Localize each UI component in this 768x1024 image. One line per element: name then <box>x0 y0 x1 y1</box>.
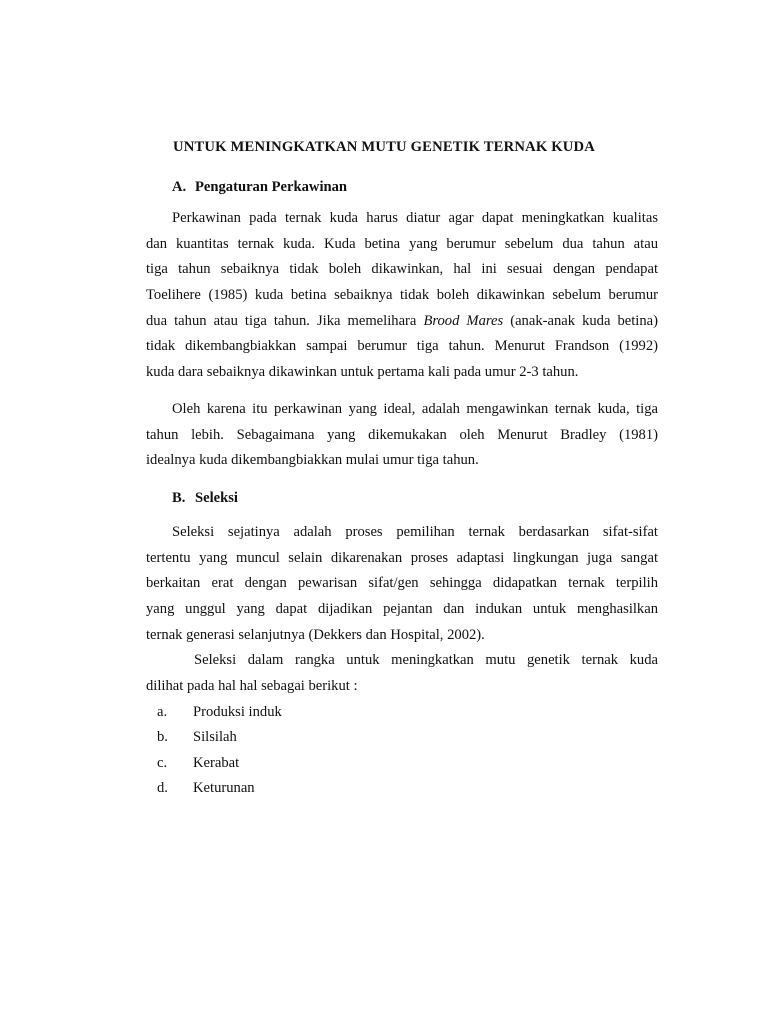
paragraph-line: tidak dikembangbiakkan sampai berumur tiga tahun. Menurut Frandson (1992) <box>146 338 658 355</box>
list-letter: c. <box>157 754 168 771</box>
paragraph <box>146 397 658 474</box>
list-text: Keturunan <box>193 779 255 796</box>
paragraph-line: berkaitan erat dengan pewarisan sifat/gen sehingga didapatkan ternak terpilih <box>146 575 658 592</box>
section-heading-a <box>172 177 347 197</box>
section-title: Seleksi <box>195 490 238 506</box>
italic-term: Brood Mares <box>423 312 504 329</box>
paragraph-line: Seleksi dalam rangka untuk meningkatkan mutu genetik ternak kuda <box>194 652 658 668</box>
list-text: Kerabat <box>193 754 240 771</box>
paragraph <box>146 520 658 648</box>
list-letter: d. <box>157 779 168 796</box>
paragraph-line: tiga tahun sebaiknya tidak boleh dikawinkan, hal ini sesuai dengan pendapat <box>146 261 658 278</box>
paragraph-line: dan kuantitas ternak kuda. Kuda betina yang berumur sebelum dua tahun atau <box>146 235 658 252</box>
line-text: dua tahun atau tiga tahun. Jika memelihara <box>146 312 424 329</box>
section-number: A. <box>172 179 187 195</box>
list-item <box>157 776 282 801</box>
paragraph-line: dilihat pada hal hal sebagai berikut : <box>146 677 358 694</box>
paragraph-line <box>146 309 658 335</box>
document-title: UNTUK MENINGKATKAN MUTU GENETIK TERNAK KUDA <box>173 139 595 155</box>
paragraph-line: ternak generasi selanjutnya (Dekkers dan Hospital, 2002). <box>146 626 485 643</box>
section-number: B. <box>172 490 186 506</box>
line-text: (anak-anak kuda betina) <box>503 312 658 329</box>
paragraph-line: Toelihere (1985) kuda betina sebaiknya tidak boleh dikawinkan sebelum berumur <box>146 287 658 304</box>
paragraph-line: kuda dara sebaiknya dikawinkan untuk pertama kali pada umur 2-3 tahun. <box>146 364 579 381</box>
paragraph-line: tertentu yang muncul selain dikarenakan proses adaptasi lingkungan juga sangat <box>146 549 658 566</box>
list-text: Produksi induk <box>193 704 282 720</box>
paragraph <box>146 648 658 699</box>
list-text: Silsilah <box>193 729 237 746</box>
list-item <box>157 700 282 725</box>
criteria-list <box>157 700 282 801</box>
paragraph-line: Seleksi sejatinya adalah proses pemilihan ternak berdasarkan sifat-sifat <box>172 524 658 540</box>
section-title: Pengaturan Perkawinan <box>195 179 348 195</box>
paragraph-line: yang unggul yang dapat dijadikan pejantan dan indukan untuk menghasilkan <box>146 601 658 618</box>
paragraph-line: tahun lebih. Sebagaimana yang dikemukakan oleh Menurut Bradley (1981) <box>146 426 658 443</box>
paragraph-line: Perkawinan pada ternak kuda harus diatur agar dapat meningkatkan kualitas <box>172 210 658 226</box>
list-item <box>157 725 282 750</box>
list-letter: a. <box>157 704 168 720</box>
paragraph-line: Oleh karena itu perkawinan yang ideal, adalah mengawinkan ternak kuda, tiga <box>172 401 658 417</box>
list-letter: b. <box>157 729 168 746</box>
paragraph-line: idealnya kuda dikembangbiakkan mulai umur tiga tahun. <box>146 452 479 469</box>
section-heading-b <box>172 488 238 508</box>
paragraph <box>146 206 658 386</box>
list-item <box>157 751 282 776</box>
